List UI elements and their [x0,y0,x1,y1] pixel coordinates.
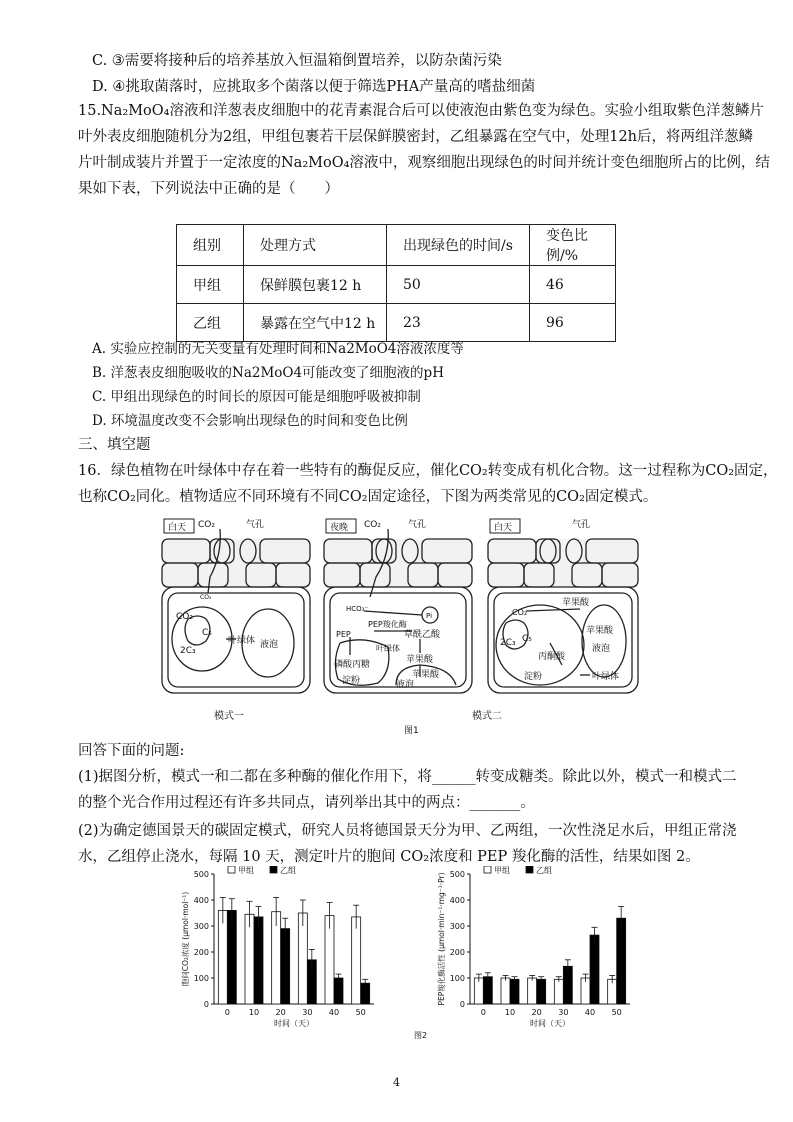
fig1-p1-c3: 2C₃ [180,646,196,656]
table-cell: 暴露在空气中12 h [244,304,387,342]
fig1-p1-time: 白天 [168,523,187,533]
bar-yi [510,979,519,1004]
fig1-p3-co2: CO₂ [512,608,528,617]
table-cell: 甲组 [177,266,244,304]
q15-option-c: C. 甲组出现绿色的时间长的原因可能是细胞呼吸被抑制 [92,389,421,405]
q15-text-1: 15.Na₂MoO₄溶液和洋葱表皮细胞中的花青素混合后可以使液泡由紫色变为绿色。实验小组取紫色洋葱鳞片 [78,103,764,119]
y-tick-label: 200 [449,948,465,957]
table-row [177,266,616,304]
y-tick-label: 100 [449,974,465,983]
bar-jia [528,978,537,1004]
fig1-p2-triose: 磷酸丙糖 [334,660,371,670]
y-axis-label: 胞间CO₂浓度 (μmol·mol⁻¹) [181,891,190,987]
bar-jia [352,917,361,1004]
fig1-p3-c3: 2C₃ [500,638,516,648]
bar-yi [483,977,492,1004]
fig1-p2-stoma: 气孔 [408,520,427,530]
y-tick-label: 500 [193,870,209,879]
fig1-caption: 图1 [404,726,419,735]
x-tick-label: 40 [328,1008,340,1017]
x-axis-label: 时间（天） [530,1019,570,1028]
legend-swatch-jia [228,866,235,873]
legend-label-yi: 乙组 [280,866,296,875]
q15-text-4: 果如下表，下列说法中正确的是（ ） [78,181,339,197]
bar-jia [325,916,334,1004]
bar-jia [474,978,483,1004]
x-tick-label: 30 [558,1008,569,1017]
y-tick-label: 300 [193,922,209,931]
table-header: 出现绿色的时间/s [387,225,530,266]
fig1-p3-malate2: 苹果酸 [586,626,614,636]
fig1-p3-vacuole: 液泡 [592,644,611,654]
x-tick-label: 10 [504,1008,516,1017]
fig1-p3-starch: 淀粉 [524,672,543,682]
result-table [176,224,616,342]
fig1-label-mode1: 模式一 [214,711,244,722]
table-cell: 46 [530,266,616,304]
x-tick-label: 10 [248,1008,260,1017]
fig1-p2-time: 夜晚 [330,523,349,533]
table-cell: 96 [530,304,616,342]
x-tick-label: 20 [275,1008,286,1017]
q15-text-3: 片叶制成装片并置于一定浓度的Na₂MoO₄溶液中，观察细胞出现绿色的时间并统计变色细胞所占的比例，结 [78,155,770,171]
y-tick-label: 300 [449,922,465,931]
legend-swatch-jia [484,866,491,873]
fig1-p1-co2: CO₂ [198,520,215,530]
fig1-label-mode2: 模式二 [472,711,502,722]
fig1-p1-chloroplast: 叶绿体 [228,636,256,646]
y-tick-label: 500 [449,870,465,879]
legend-label-yi: 乙组 [536,866,552,875]
x-axis-label: 时间（天） [274,1019,314,1028]
bar-yi [590,935,599,1004]
table-cell: 50 [387,266,530,304]
q15-text-2: 叶外表皮细胞随机分为2组，甲组包裹若干层保鲜膜密封，乙组暴露在空气中，处理12h后，将两组洋葱鳞 [78,129,754,145]
x-tick-label: 50 [355,1008,366,1017]
fig1-p1-co2-small: CO₂ [200,594,212,601]
bar-jia [501,978,510,1004]
bar-yi [617,918,626,1004]
fig1-p2-oaa: 草酰乙酸 [404,630,441,640]
fig1-p3-stoma: 气孔 [572,520,591,530]
x-tick-label: 0 [480,1008,486,1017]
figure-2-charts [170,866,640,1046]
bar-jia [581,978,590,1004]
bar-yi [227,910,236,1004]
fig1-p1-stoma: 气孔 [246,520,265,530]
y-tick-label: 200 [193,948,209,957]
figure-1-diagram [150,515,660,735]
q15-option-a: A. 实验应控制的无关变量有处理时间和Na2MoO4溶液浓度等 [92,341,464,357]
fig1-p3-time: 白天 [494,523,513,533]
table-cell: 23 [387,304,530,342]
x-tick-label: 40 [584,1008,596,1017]
part1-text-1: (1)据图分析，模式一和二都在多种酶的催化作用下，将______转变成糖类。除此以外，模式一和模式二 [78,769,737,785]
chart-co2-concentration [180,866,374,1028]
table-header: 变色比例/% [530,225,616,266]
part2-text-1: (2)为确定德国景天的碳固定模式，研究人员将德国景天分为甲、乙两组，一次性浇足水后，甲组正常浇 [78,823,737,839]
bar-yi [281,929,290,1004]
bar-jia [298,913,307,1004]
fig1-p2-pep: PEP [336,630,351,639]
part2-text-2: 水，乙组停止浇水，每隔 10 天，测定叶片的胞间 CO₂浓度和 PEP 羧化酶的活性，结果如图 2。 [78,849,700,865]
table-header: 处理方式 [244,225,387,266]
fig1-p2-hco3: HCO₃⁻ [346,605,369,613]
y-tick-label: 100 [193,974,209,983]
legend-label-jia: 甲组 [238,866,254,875]
fig1-p2-starch: 淀粉 [342,676,361,686]
chart-pep-enzyme-activity [436,866,630,1028]
fig1-p1-co2-inner: CO₂ [176,612,193,622]
fig1-p3-chloroplast: 叶绿体 [592,672,620,682]
fig1-p3-malate1: 苹果酸 [562,598,590,608]
bar-yi [334,978,343,1004]
section-heading: 三、填空题 [78,437,151,453]
legend-swatch-yi [270,866,277,873]
fig1-p2-malate2: 苹果酸 [412,670,440,680]
q16-text-2: 也称CO₂同化。植物适应不同环境有不同CO₂固定途径，下图为两类常见的CO₂固定模式。 [78,489,658,505]
y-tick-label: 400 [193,896,209,905]
fig1-p3-c5: C₅ [522,634,532,644]
option-d-prev: D. ④挑取菌落时，应挑取多个菌落以便于筛选PHA产量高的嗜盐细菌 [92,79,536,95]
bar-jia [554,979,563,1004]
fig2-caption: 图2 [414,1031,428,1040]
fig1-p2-malate1: 苹果酸 [406,655,434,665]
answer-intro: 回答下面的问题: [78,743,185,759]
bar-jia [245,914,254,1004]
x-tick-label: 20 [531,1008,542,1017]
y-tick-label: 0 [459,1000,465,1009]
table-header-row [177,225,616,266]
bar-yi [537,979,546,1004]
y-tick-label: 400 [449,896,465,905]
fig1-p2-pi: Pi [426,612,433,620]
bar-jia [218,910,227,1004]
fig1-p2-vacuole: 液泡 [396,680,415,690]
table-cell: 乙组 [177,304,244,342]
bar-yi [254,917,263,1004]
fig1-p1-vacuole: 液泡 [260,640,279,650]
fig1-p3-pyruvate: 丙酮酸 [538,652,566,662]
y-axis-label: PEP羧化酶活性 (μmol·min⁻¹·mg⁻¹·Pr) [437,872,446,1006]
table-cell: 保鲜膜包裹12 h [244,266,387,304]
page-number: 4 [393,1076,400,1089]
fig1-p2-co2: CO₂ [364,520,381,530]
q16-text-1: 16．绿色植物在叶绿体中存在着一些特有的酶促反应，催化CO₂转变成有机化合物。这一过程称为CO₂固定， [78,463,778,479]
y-tick-label: 0 [203,1000,209,1009]
fig1-p2-pep-enzyme: PEP羧化酶 [368,620,407,629]
table-header: 组别 [177,225,244,266]
legend-swatch-yi [526,866,533,873]
q15-option-d: D. 环境温度改变不会影响出现绿色的时间和变色比例 [92,413,408,429]
part1-text-2: 的整个光合作用过程还有许多共同点，请列举出其中的两点：_______。 [78,795,535,811]
option-c-prev: C. ③需要将接种后的培养基放入恒温箱倒置培养，以防杂菌污染 [92,53,502,69]
q15-option-b: B. 洋葱表皮细胞吸收的Na2MoO4可能改变了细胞液的pH [92,365,444,381]
table-row [177,304,616,342]
x-tick-label: 30 [302,1008,313,1017]
x-tick-label: 50 [611,1008,622,1017]
legend-label-jia: 甲组 [494,866,510,875]
fig1-p1-c5: C₅ [202,628,212,638]
x-tick-label: 0 [224,1008,230,1017]
fig1-p2-chloroplast: 叶绿体 [376,644,400,653]
